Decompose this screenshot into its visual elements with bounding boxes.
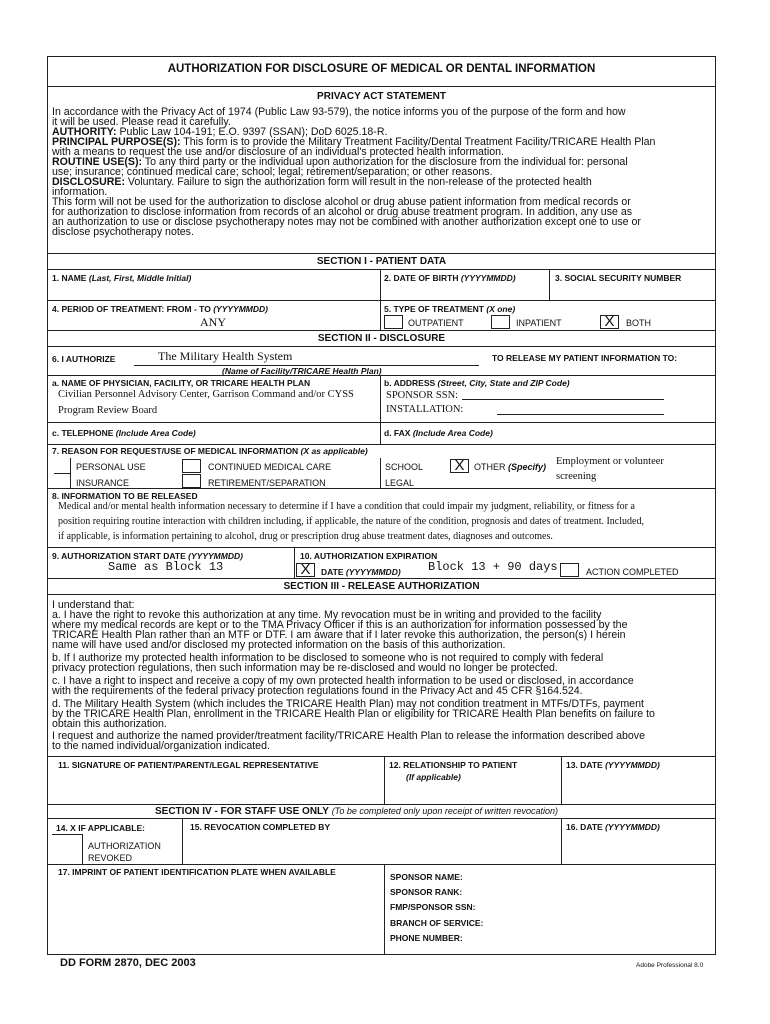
divider xyxy=(561,756,562,804)
revocation-date-label: 16. DATE (YYYYMMDD) xyxy=(566,822,660,832)
other-label: OTHER (Specify) xyxy=(474,462,547,472)
divider xyxy=(47,300,716,301)
release-text-4: TRICARE Health Plan rather than an MTF or DTF. I am aware that if I later revoke this authorization, the person(s) I herein xyxy=(52,629,626,641)
privacy-heading: PRIVACY ACT STATEMENT xyxy=(317,91,446,102)
release-text-1: I understand that: xyxy=(52,599,135,611)
insurance-label: INSURANCE xyxy=(76,478,130,488)
x-if-applicable-label: 14. X IF APPLICABLE: xyxy=(56,823,145,833)
school-label: SCHOOL xyxy=(385,462,424,472)
section-4-heading: SECTION IV - FOR STAFF USE ONLY xyxy=(155,806,329,817)
period-label: 4. PERIOD OF TREATMENT: FROM - TO (YYYYMMDD) xyxy=(52,304,268,314)
info-line-2[interactable]: position requiring routine interaction with children including, if applicable, the nature of the condition, prognosis and dates of treatment. Included, xyxy=(58,516,644,527)
privacy-intro-line-1: In accordance with the Privacy Act of 1974 (Public Law 93-579), the notice informs you of the purpose of the form and how xyxy=(52,106,626,118)
physician-value-1[interactable]: Civilian Personnel Advisory Center, Garrison Command and/or CYSS xyxy=(58,389,354,400)
facility-hint: (Name of Facility/TRICARE Health Plan) xyxy=(222,366,382,376)
divider xyxy=(47,804,716,805)
divider xyxy=(47,346,716,347)
privacy-note-2: for authorization to disclose information from records of an alcohol or drug abuse treatment program. In addition, any use as xyxy=(52,206,633,218)
sponsor-ssn-label: SPONSOR SSN: xyxy=(386,390,459,401)
release-text-9: with the requirements of the federal privacy protection regulations found in the Privacy Act and 45 CFR §164.524. xyxy=(52,685,583,697)
divider xyxy=(380,375,381,444)
authorize-value[interactable]: The Military Health System xyxy=(158,349,293,363)
divider xyxy=(52,834,82,835)
disclosure-line-2: information. xyxy=(52,186,108,198)
authorize-label: 6. I AUTHORIZE xyxy=(52,354,116,364)
release-text-13: I request and authorize the named provider/treatment facility/TRICARE Health Plan to release the information described above xyxy=(52,730,645,742)
expiration-x-mark: X xyxy=(300,561,311,578)
info-label: 8. INFORMATION TO BE RELEASED xyxy=(52,491,198,501)
divider xyxy=(380,300,381,330)
expiration-date-label: DATE (YYYYMMDD) xyxy=(321,567,401,577)
other-value-2[interactable]: screening xyxy=(556,471,597,482)
authorization-revoked-label-2: REVOKED xyxy=(88,853,133,863)
date-label: 13. DATE (YYYYMMDD) xyxy=(566,760,660,770)
software-label: Adobe Professional 8.0 xyxy=(636,962,704,969)
relationship-label: 12. RELATIONSHIP TO PATIENT xyxy=(389,760,518,770)
divider xyxy=(384,864,385,955)
privacy-note-3: an authorization to use or disclose psychotherapy notes may not be combined with another authorization except one to use or xyxy=(52,216,641,228)
start-date-value[interactable]: Same as Block 13 xyxy=(108,560,224,574)
section-4-heading-row xyxy=(155,806,558,817)
retirement-label: RETIREMENT/SEPARATION xyxy=(208,478,326,488)
continued-care-checkbox[interactable] xyxy=(182,459,201,473)
other-x-mark: X xyxy=(454,457,465,474)
physician-label: a. NAME OF PHYSICIAN, FACILITY, OR TRICARE HEALTH PLAN xyxy=(52,378,311,388)
section-2-heading: SECTION II - DISCLOSURE xyxy=(317,333,446,344)
privacy-intro-line-2: it will be used. Please read it carefully. xyxy=(52,116,231,128)
expiration-label: 10. AUTHORIZATION EXPIRATION xyxy=(300,551,438,561)
divider xyxy=(561,818,562,864)
release-text-11: by the TRICARE Health Plan, enrollment in the TRICARE Health Plan or eligibility for TRICARE Health Plan benefits on failure to xyxy=(52,708,655,720)
release-text-8: c. I have a right to inspect and receive a copy of my own protected health information to be used or disclosed, in accordance xyxy=(52,675,634,687)
privacy-note-1: This form will not be used for the authorization to disclose alcohol or drug abuse patient information from medical records or xyxy=(52,196,631,208)
personal-use-label: PERSONAL USE xyxy=(76,462,146,472)
phone-number-label: PHONE NUMBER: xyxy=(390,933,463,943)
purpose-text: This form is to provide the Military Treatment Facility/Dental Treatment Facility/TRICARE Health Plan xyxy=(180,136,656,148)
release-text-2: a. I have the right to revoke this authorization at any time. My revocation must be in writing and provided to the facility xyxy=(52,609,602,621)
outpatient-checkbox[interactable] xyxy=(384,315,403,329)
routine-label: ROUTINE USE(S): xyxy=(52,156,143,168)
divider xyxy=(47,86,716,87)
imprint-label: 17. IMPRINT OF PATIENT IDENTIFICATION PLATE WHEN AVAILABLE xyxy=(58,867,336,877)
divider xyxy=(182,818,183,864)
installation-field[interactable] xyxy=(497,414,664,415)
divider xyxy=(47,422,716,423)
start-date-label: 9. AUTHORIZATION START DATE (YYYYMMDD) xyxy=(52,551,243,561)
divider xyxy=(294,547,295,578)
divider xyxy=(380,269,381,300)
divider xyxy=(82,834,83,864)
expiration-value[interactable]: Block 13 + 90 days xyxy=(428,560,558,574)
both-x-mark: X xyxy=(604,313,615,330)
legal-label: LEGAL xyxy=(385,478,415,488)
purpose-label: PRINCIPAL PURPOSE(S): xyxy=(52,136,181,148)
retirement-checkbox[interactable] xyxy=(182,474,201,488)
section-3-heading: SECTION III - RELEASE AUTHORIZATION xyxy=(283,581,480,592)
disclosure-label: DISCLOSURE: xyxy=(52,176,125,188)
release-text-12: obtain this authorization. xyxy=(52,718,167,730)
divider xyxy=(384,756,385,804)
divider xyxy=(47,253,716,254)
ssn-label: 3. SOCIAL SECURITY NUMBER xyxy=(555,273,682,283)
release-label: TO RELEASE MY PATIENT INFORMATION TO: xyxy=(492,353,678,363)
routine-line-2: use; insurance; continued medical care; school; legal; retirement/separation; or other reasons. xyxy=(52,166,493,178)
disclosure-text: Voluntary. Failure to sign the authorization form will result in the non-release of the protected health xyxy=(124,176,592,188)
branch-of-service-label: BRANCH OF SERVICE: xyxy=(390,918,484,928)
fax-label: d. FAX (Include Area Code) xyxy=(384,428,493,438)
physician-value-2[interactable]: Program Review Board xyxy=(58,405,158,416)
authorization-revoked-label-1: AUTHORIZATION xyxy=(88,841,161,851)
name-label: 1. NAME (Last, First, Middle Initial) xyxy=(52,273,192,283)
release-text-6: b. If I authorize my protected health information to be disclosed to someone who is not required to comply with federal xyxy=(52,652,604,664)
sponsor-ssn-field[interactable] xyxy=(462,399,664,400)
sponsor-name-label: SPONSOR NAME: xyxy=(390,872,463,882)
release-text-14: to the named individual/organization indicated. xyxy=(52,740,270,752)
sponsor-rank-label: SPONSOR RANK: xyxy=(390,887,463,897)
inpatient-label: INPATIENT xyxy=(516,318,562,328)
divider xyxy=(47,818,716,819)
address-label: b. ADDRESS (Street, City, State and ZIP Code) xyxy=(384,378,570,388)
dob-label: 2. DATE OF BIRTH (YYYYMMDD) xyxy=(384,273,516,283)
divider xyxy=(47,578,716,579)
form-title: AUTHORIZATION FOR DISCLOSURE OF MEDICAL OR DENTAL INFORMATION xyxy=(167,63,596,75)
routine-text: To any third party or the individual upon authorization for the disclosure from the individual for: personal xyxy=(142,156,628,168)
inpatient-checkbox[interactable] xyxy=(491,315,510,329)
form-number: DD FORM 2870, DEC 2003 xyxy=(60,957,196,969)
authority-label: AUTHORITY: xyxy=(52,126,117,138)
revocation-label: 15. REVOCATION COMPLETED BY xyxy=(190,822,331,832)
outpatient-label: OUTPATIENT xyxy=(408,318,464,328)
divider xyxy=(47,756,716,757)
purpose-line-2: with a means to request the use and/or disclosure of an individual's protected health information. xyxy=(52,146,504,158)
signature-label: 11. SIGNATURE OF PATIENT/PARENT/LEGAL REPRESENTATIVE xyxy=(58,760,319,770)
installation-label: INSTALLATION: xyxy=(386,404,464,415)
divider xyxy=(47,488,716,489)
privacy-note-4: disclose psychotherapy notes. xyxy=(52,226,194,238)
both-label: BOTH xyxy=(626,318,652,328)
divider xyxy=(47,547,716,548)
disclosure-line xyxy=(52,177,592,187)
period-value[interactable]: ANY xyxy=(200,315,226,329)
info-line-3[interactable]: if applicable, is information pertaining to alcohol, drug or prescription drug abuse treatment dates, diagnoses and outcomes. xyxy=(58,531,553,542)
divider xyxy=(47,444,716,445)
info-line-1[interactable]: Medical and/or mental health information necessary to determine if I have a condition that could impair my judgment, reliability, or fitness for a xyxy=(58,501,635,512)
authority-text: Public Law 104-191; E.O. 9397 (SSAN); DoD 6025.18-R. xyxy=(116,126,388,138)
relationship-hint: (If applicable) xyxy=(406,772,461,782)
divider xyxy=(47,864,716,865)
divider xyxy=(47,330,716,331)
section-1-heading: SECTION I - PATIENT DATA xyxy=(316,256,447,267)
release-text-3: where my medical records are kept or to the TMA Privacy Officer if this is an authorization for information possessed by the xyxy=(52,619,628,631)
release-text-10: d. The Military Health System (which includes the TRICARE Health Plan) may not condition treatment in MTFs/DTFs, payment xyxy=(52,698,644,710)
action-completed-checkbox[interactable] xyxy=(560,563,579,577)
divider xyxy=(47,375,716,376)
reason-label: 7. REASON FOR REQUEST/USE OF MEDICAL INFORMATION (X as applicable) xyxy=(52,446,368,456)
divider xyxy=(549,269,550,300)
section-4-heading-hint: (To be completed only upon receipt of written revocation) xyxy=(331,806,558,816)
divider xyxy=(70,458,71,488)
other-value-1[interactable]: Employment or volunteer xyxy=(556,456,664,467)
divider xyxy=(47,594,716,595)
divider xyxy=(54,473,70,474)
fmp-sponsor-ssn-label: FMP/SPONSOR SSN: xyxy=(390,902,476,912)
continued-care-label: CONTINUED MEDICAL CARE xyxy=(208,462,332,472)
telephone-label: c. TELEPHONE (Include Area Code) xyxy=(52,428,196,438)
release-text-7: privacy protection regulations, then such information may be re-disclosed and would no longer be protected. xyxy=(52,662,558,674)
release-text-5: name will have used and/or disclosed my protected information on the basis of this authorization. xyxy=(52,639,506,651)
action-completed-label: ACTION COMPLETED xyxy=(586,567,679,577)
type-label: 5. TYPE OF TREATMENT (X one) xyxy=(384,304,516,314)
divider xyxy=(47,269,716,270)
divider xyxy=(380,458,381,488)
